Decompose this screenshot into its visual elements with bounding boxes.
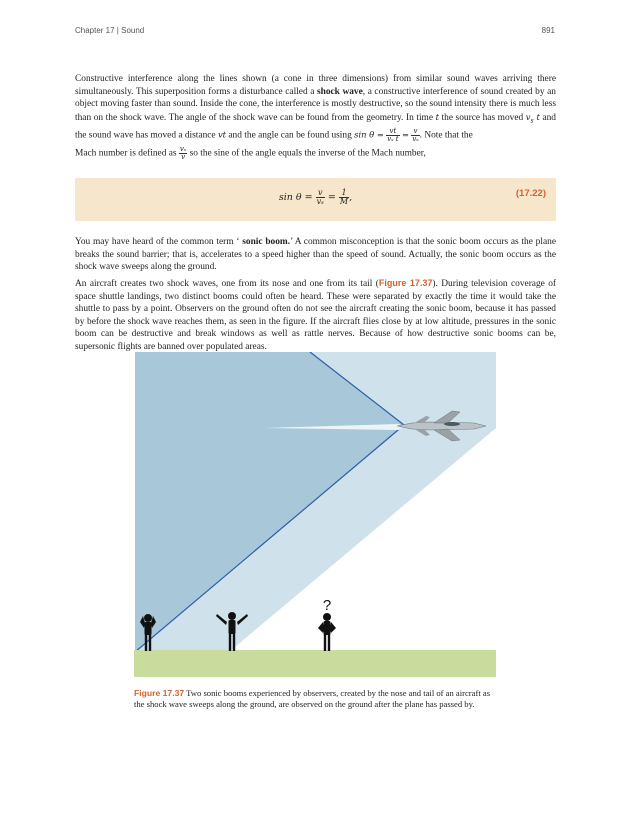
chapter-title: Chapter 17 | Sound [75,26,145,35]
equation-17-22: sin θ = $\frac{v}{\text{vₛ}}$ = $\frac{1}{M}$ , [278,188,353,206]
question-mark: ? [322,597,332,614]
figure-reference-link[interactable]: Figure 17.37 [378,278,433,288]
paragraph-two-booms: An aircraft creates two shock waves, one from its nose and one from its tail (Figure 17.37). During television coverage of space shuttle landings, two distinct booms could often be heard. These were separated by exactly the time it would take the shuttle to pass by a point. Observers on the ground often do not see the aircraft creating the sonic boom, because it has passed by before the shock wave reaches them, as seen in the figure. If the aircraft flies close by at low altitude, pressures in the sonic boom can be destructive and break windows as well as rattle nerves. Because of how destructive sonic booms can be, supersonic flights are banned over populated areas. [75,278,556,352]
page-header [75,26,555,38]
paragraph-sonic-boom: You may have heard of the common term ‘ sonic boom.’ A common misconception is that the sonic boom occurs as the plane breaks the sound barrier; that is, accelerates to a speed higher than the speed of sound. Actually, the sonic boom occurs as the shock wave sweeps along the ground. [75,237,556,273]
equation-box [75,178,556,221]
equation-number: (17.22) [515,188,546,199]
paragraph-mach-number: Mach number is defined as $\frac{\text{vₛ}}{v}$ so the sine of the angle equals the inverse of the Mach number, [75,145,426,161]
ground [134,650,496,677]
caption-label: Figure 17.37 [134,688,185,698]
figure-caption: Figure 17.37 Two sonic booms experienced by observers, created by the nose and tail of an aircraft as the shock wave sweeps along the ground, are observed on the ground after the plane has passed by. [134,688,491,710]
paragraph-shock-wave: Constructive interference along the lines shown (a cone in three dimensions) from similar sound waves arriving there simultaneously. This superposition forms a disturbance called a shock wave, a constructive interference of sound created by an object moving faster than sound. Inside the cone, the interference is mostly destructive, so the sound intensity there is much less than on the shock wave. The angle of the shock wave can be found from the geometry. In time t the source has moved $v_s$ t and the sound wave has moved a distance vt and the angle can be found using sin θ = $\frac{vt}{\text{vₛ t}}$ = $\frac{v}{\text{vₛ}}$ . Note that the [75,74,556,144]
term-shock-wave: shock wave [316,86,363,97]
sonic-boom-figure [134,352,496,677]
term-sonic-boom: sonic boom. [239,237,291,247]
page-number: 891 [541,26,555,35]
